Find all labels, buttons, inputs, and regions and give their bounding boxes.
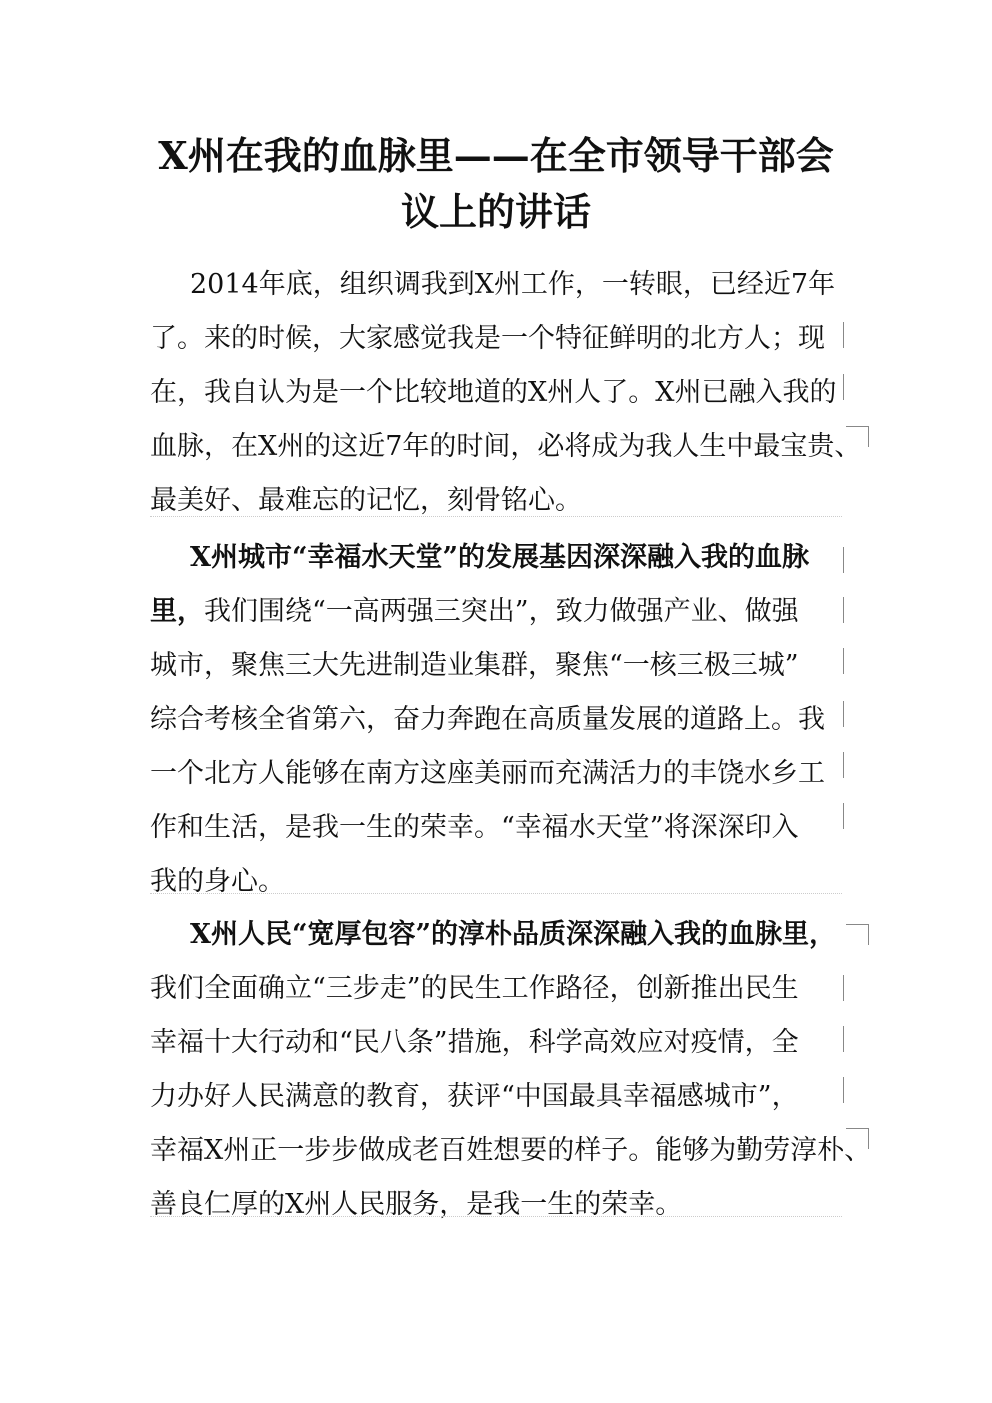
paragraph-separator bbox=[150, 893, 842, 894]
paragraph-line: 一个北方人能够在南方这座美丽而充满活力的丰饶水乡工 bbox=[150, 758, 825, 789]
margin-marker bbox=[843, 803, 844, 829]
paragraph-line: 幸福十大行动和“民八条”措施，科学高效应对疫情，全 bbox=[150, 1027, 799, 1058]
margin-marker bbox=[843, 1077, 844, 1103]
margin-marker bbox=[843, 374, 844, 400]
title-line-2: 议上的讲话 bbox=[400, 189, 591, 234]
paragraph-line: 力办好人民满意的教育，获评“中国最具幸福感城市”， bbox=[150, 1081, 799, 1112]
paragraph-separator bbox=[150, 1216, 842, 1217]
margin-corner-marker bbox=[846, 426, 869, 447]
margin-corner-marker bbox=[846, 1128, 869, 1149]
title-line-1: X州在我的血脉里——在全市领导干部会 bbox=[158, 133, 834, 178]
paragraph-line: 我们全面确立“三步走”的民生工作路径，创新推出民生 bbox=[150, 973, 799, 1004]
paragraph-line: 幸福X州正一步步做成老百姓想要的样子。能够为勤劳淳朴、 bbox=[150, 1135, 872, 1166]
paragraph-3 bbox=[150, 908, 872, 1232]
margin-marker bbox=[843, 597, 844, 623]
paragraph-line bbox=[150, 585, 842, 639]
margin-corner-marker bbox=[846, 924, 869, 945]
paragraph-separator bbox=[150, 516, 842, 517]
margin-marker bbox=[843, 648, 844, 674]
margin-marker bbox=[843, 975, 844, 1001]
paragraph-line-text: 我们围绕“一高两强三突出”，致力做强产业、做强 bbox=[204, 596, 799, 627]
margin-marker bbox=[843, 1026, 844, 1052]
paragraph-line: 我的身心。 bbox=[150, 866, 285, 897]
paragraph-2 bbox=[150, 531, 842, 909]
margin-marker bbox=[843, 322, 844, 348]
document-title bbox=[150, 128, 842, 240]
margin-marker bbox=[843, 547, 844, 573]
paragraph-line: 综合考核全省第六，奋力奔跑在高质量发展的道路上。我 bbox=[150, 704, 825, 735]
paragraph-line: 善良仁厚的X州人民服务，是我一生的荣幸。 bbox=[150, 1189, 683, 1220]
paragraph-line: 城市，聚焦三大先进制造业集群，聚焦“一核三极三城” bbox=[150, 650, 799, 681]
paragraph-line: 最美好、最难忘的记忆，刻骨铭心。 bbox=[150, 485, 582, 516]
paragraph-heading: X州城市“幸福水天堂”的发展基因深深融入我的血脉 bbox=[190, 542, 810, 573]
paragraph-line: 2014年底，组织调我到X州工作，一转眼，已经近7年 bbox=[190, 269, 836, 300]
margin-marker bbox=[843, 752, 844, 778]
paragraph-heading-tail: 里， bbox=[150, 596, 204, 627]
paragraph-line: 了。来的时候，大家感觉我是一个特征鲜明的北方人；现 bbox=[150, 323, 825, 354]
paragraph-line: 在，我自认为是一个比较地道的X州人了。X州已融入我的 bbox=[150, 377, 837, 408]
paragraph-heading: X州人民“宽厚包容”的淳朴品质深深融入我的血脉里， bbox=[190, 919, 837, 950]
paragraph-1 bbox=[150, 258, 862, 528]
margin-marker bbox=[843, 701, 844, 727]
paragraph-line: 血脉，在X州的这近7年的时间，必将成为我人生中最宝贵、 bbox=[150, 431, 862, 462]
paragraph-line: 作和生活，是我一生的荣幸。“幸福水天堂”将深深印入 bbox=[150, 812, 799, 843]
